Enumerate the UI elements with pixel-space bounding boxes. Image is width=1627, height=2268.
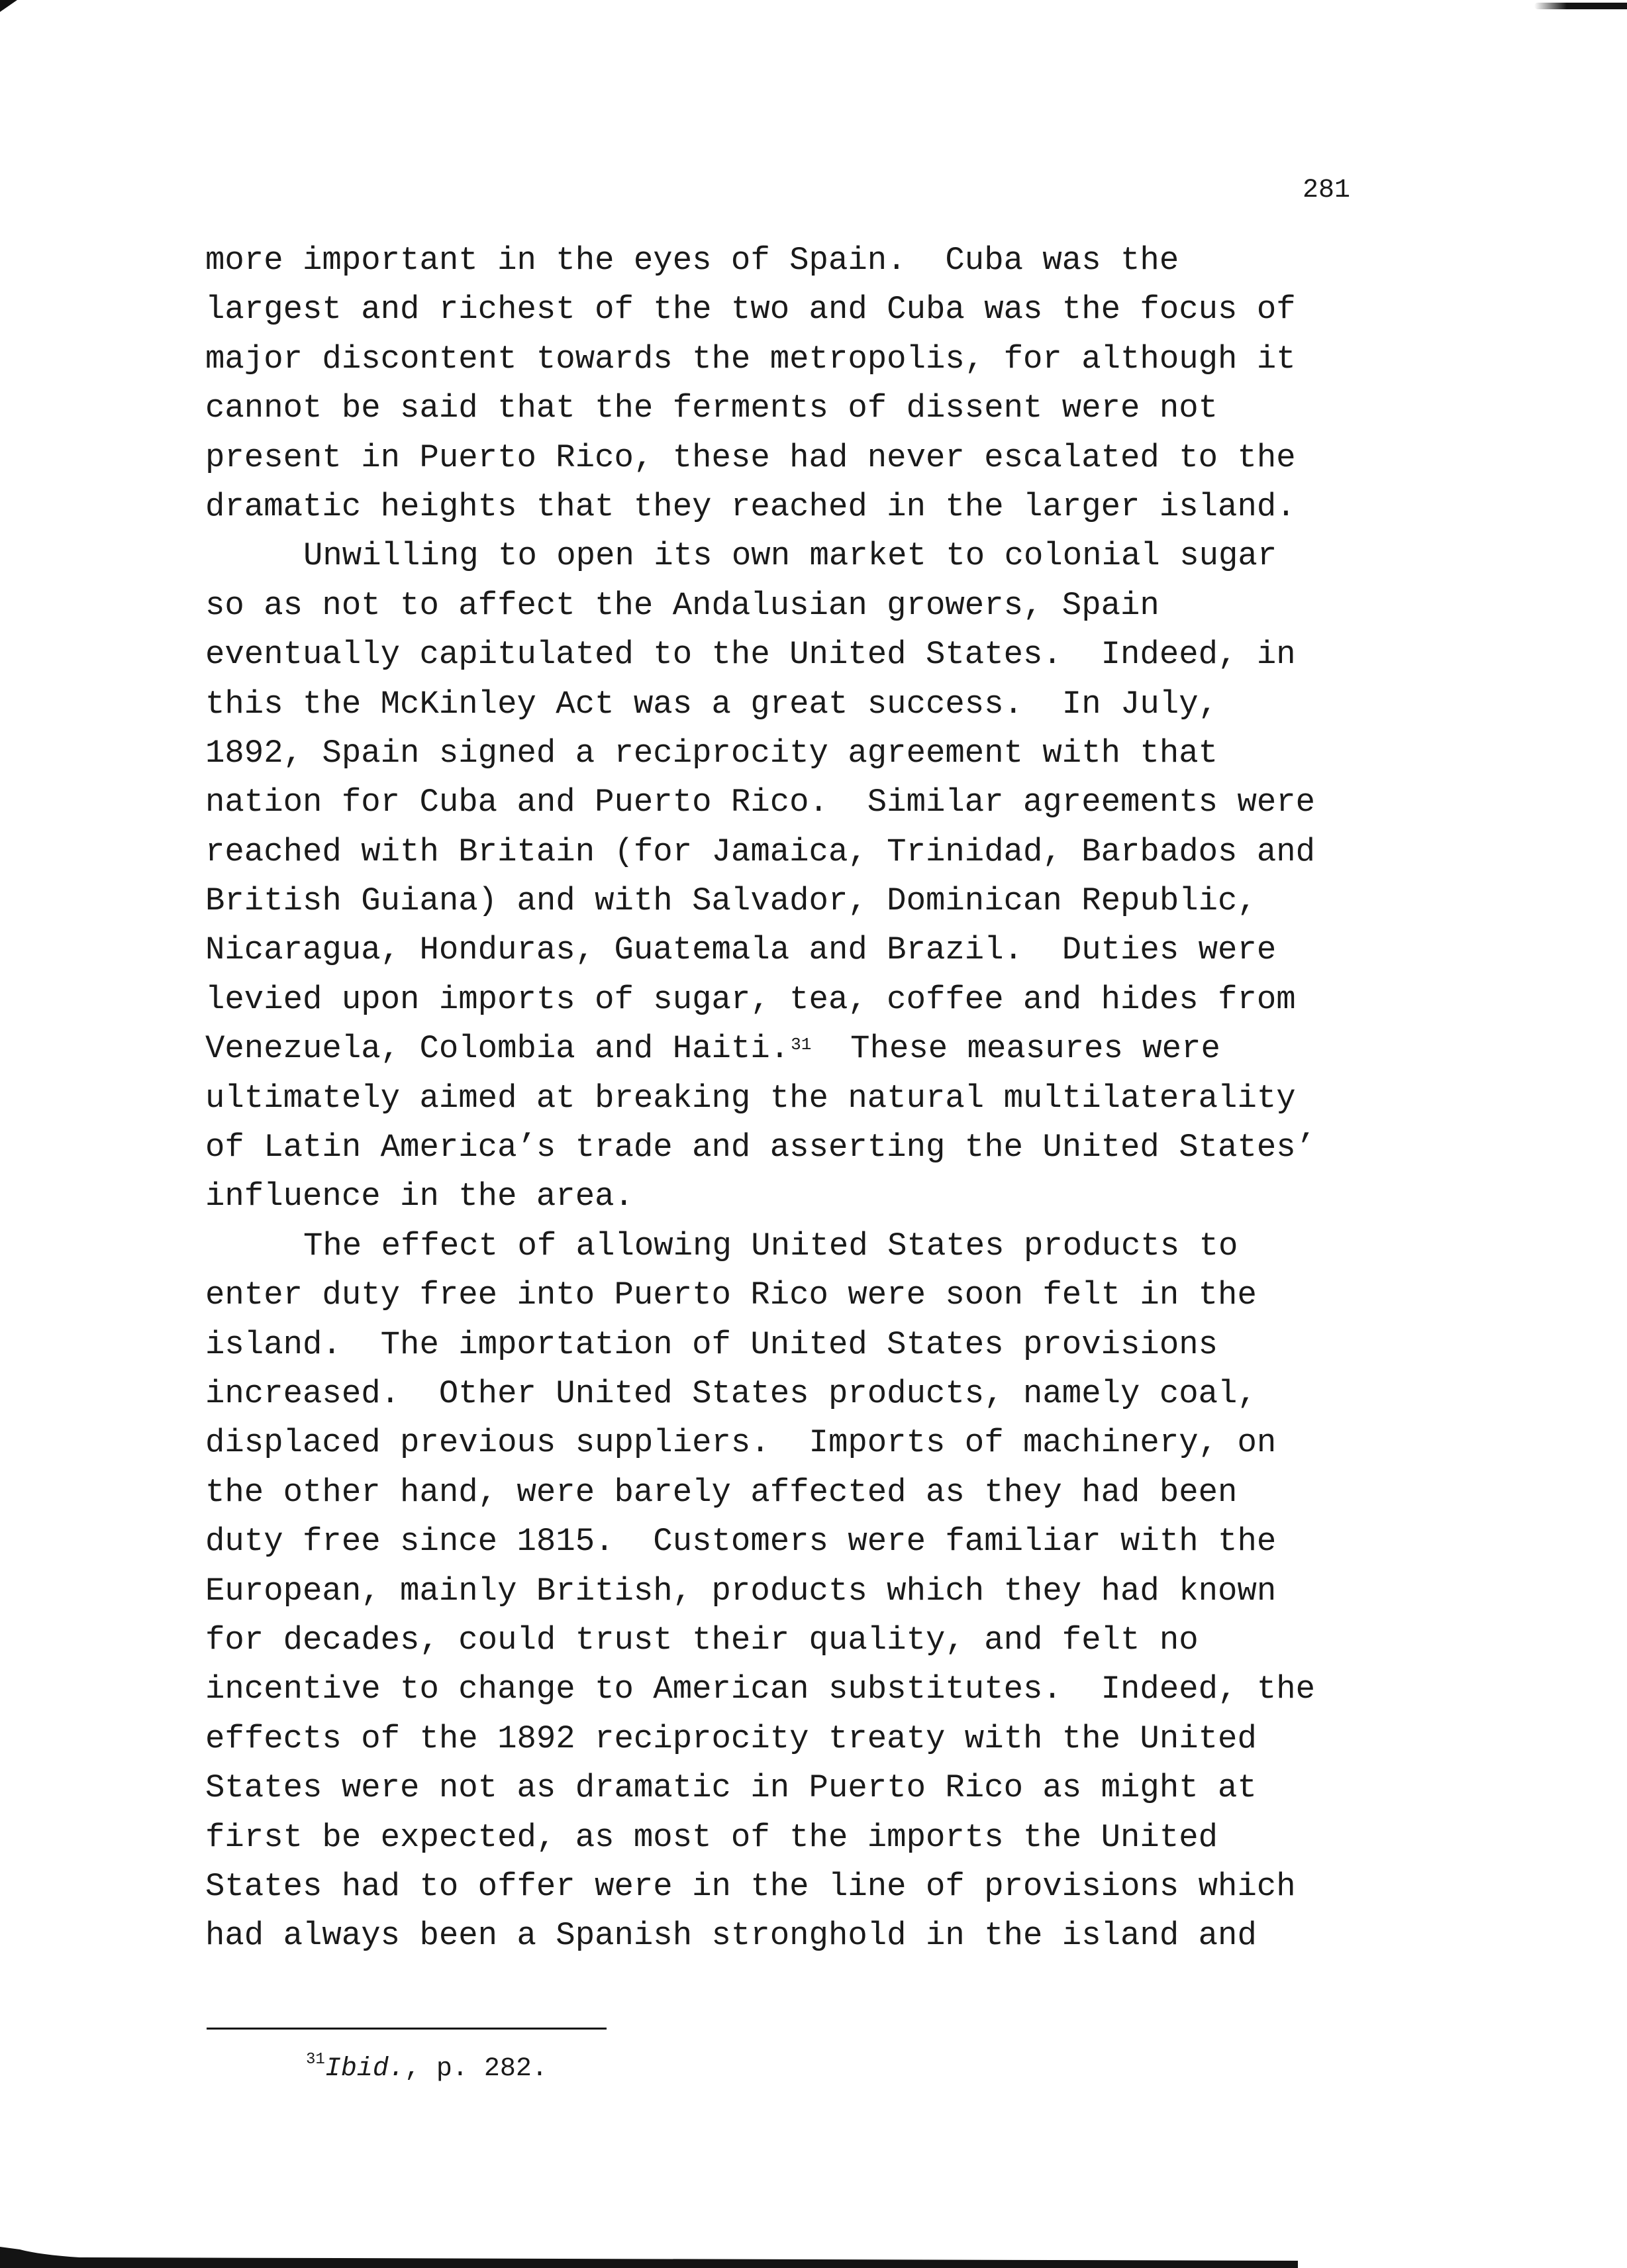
text-line: [205, 285, 1371, 334]
text-line-content: levied upon imports of sugar, tea, coffee and hides from: [205, 980, 1296, 1018]
text-line-content: the other hand, were barely affected as they had been: [205, 1473, 1238, 1511]
text-line-continuation: These measures were: [811, 1030, 1220, 1068]
text-line: [205, 1911, 1371, 1960]
text-line-content: nation for Cuba and Puerto Rico. Similar agreements were: [205, 784, 1316, 821]
text-line-content: incentive to change to American substitutes. Indeed, the: [205, 1671, 1316, 1708]
text-line-content: for decades, could trust their quality, and felt no: [205, 1621, 1199, 1659]
text-line-content: duty free since 1815. Customers were familiar with the: [205, 1523, 1277, 1561]
text-line-content: largest and richest of the two and Cuba was the focus of: [205, 291, 1296, 329]
text-line: [205, 1320, 1371, 1369]
text-line-content: reached with Britain (for Jamaica, Trinidad, Barbados and: [205, 833, 1316, 870]
text-line: [205, 827, 1371, 876]
footnote-page: , p. 282.: [404, 2054, 548, 2084]
text-line: [205, 335, 1371, 384]
text-line-content: effects of the 1892 reciprocity treaty with the United: [205, 1720, 1257, 1757]
text-line: [205, 975, 1371, 1024]
text-line: [205, 581, 1371, 630]
text-line-content: dramatic heights that they reached in the larger island.: [205, 488, 1296, 525]
text-line: [205, 531, 1371, 580]
text-line-content: enter duty free into Puerto Rico were soon felt in the: [205, 1276, 1257, 1314]
text-line: [205, 630, 1371, 679]
text-line: [205, 482, 1371, 531]
text-line: [205, 1369, 1371, 1418]
text-line-content: first be expected, as most of the imports the United: [205, 1818, 1218, 1856]
text-line-content: British Guiana) and with Salvador, Dominican Republic,: [205, 882, 1257, 920]
text-line-content: so as not to affect the Andalusian growers, Spain: [205, 586, 1159, 624]
footnote-reference: 31: [791, 1035, 812, 1055]
text-line-content: Venezuela, Colombia and Haiti.: [205, 1030, 790, 1068]
text-line-content: eventually capitulated to the United States. Indeed, in: [205, 636, 1296, 674]
text-line: [205, 1123, 1371, 1172]
text-line: [205, 1813, 1371, 1862]
text-line: [205, 1468, 1371, 1517]
text-line-content: more important in the eyes of Spain. Cuba was the: [205, 242, 1179, 279]
text-line-content: The effect of allowing United States products to: [303, 1227, 1238, 1264]
text-line-content: increased. Other United States products, namely coal,: [205, 1374, 1257, 1412]
text-line-content: States had to offer were in the line of provisions which: [205, 1867, 1296, 1905]
text-line: [205, 1074, 1371, 1123]
text-line: [205, 1763, 1371, 1812]
text-line-content: displaced previous suppliers. Imports of machinery, on: [205, 1424, 1277, 1462]
scan-artifact-bottom: [0, 2243, 1298, 2268]
text-line: [205, 1567, 1371, 1616]
text-line: [205, 729, 1371, 778]
text-line: [205, 1862, 1371, 1911]
text-line: [205, 1665, 1371, 1714]
text-line: [205, 384, 1371, 433]
text-line-content: cannot be said that the ferments of dissent were not: [205, 389, 1218, 427]
footnote-divider: [207, 2028, 607, 2030]
text-line-content: this the McKinley Act was a great success. In July,: [205, 685, 1218, 723]
text-line: [205, 1172, 1371, 1221]
text-line: [205, 433, 1371, 482]
text-line-content: 1892, Spain signed a reciprocity agreement with that: [205, 734, 1218, 772]
scan-artifact-top-right: [1534, 3, 1627, 9]
text-line: [205, 925, 1371, 974]
text-line-content: of Latin America’s trade and asserting the United States’: [205, 1129, 1316, 1166]
text-line: [205, 1714, 1371, 1763]
text-line-content: States were not as dramatic in Puerto Rico as might at: [205, 1769, 1257, 1807]
text-line: [205, 1221, 1371, 1270]
text-line: [205, 1024, 1371, 1073]
text-line: [205, 1616, 1371, 1665]
text-line: [205, 236, 1371, 285]
text-line: [205, 1270, 1371, 1319]
text-line-content: Nicaragua, Honduras, Guatemala and Brazil. Duties were: [205, 931, 1277, 969]
body-text: [205, 236, 1371, 1961]
text-line: [205, 876, 1371, 925]
text-line: [205, 1418, 1371, 1467]
text-line: [205, 1517, 1371, 1566]
text-line-content: present in Puerto Rico, these had never escalated to the: [205, 438, 1296, 476]
footnote: [306, 2053, 548, 2085]
text-line-content: Unwilling to open its own market to colonial sugar: [303, 537, 1277, 575]
text-line-content: major discontent towards the metropolis, for although it: [205, 340, 1296, 378]
footnote-marker: 31: [306, 2051, 325, 2069]
text-line-content: had always been a Spanish stronghold in the island and: [205, 1917, 1257, 1955]
scan-artifact-top-left: [0, 0, 17, 12]
text-line: [205, 778, 1371, 827]
text-line-content: ultimately aimed at breaking the natural multilaterality: [205, 1079, 1296, 1117]
text-line-content: island. The importation of United States provisions: [205, 1325, 1218, 1363]
text-line: [205, 680, 1371, 729]
text-line-content: European, mainly British, products which they had known: [205, 1572, 1277, 1610]
text-line-content: influence in the area.: [205, 1178, 634, 1215]
page-number: 281: [1302, 176, 1350, 205]
footnote-source: Ibid.: [324, 2054, 405, 2084]
